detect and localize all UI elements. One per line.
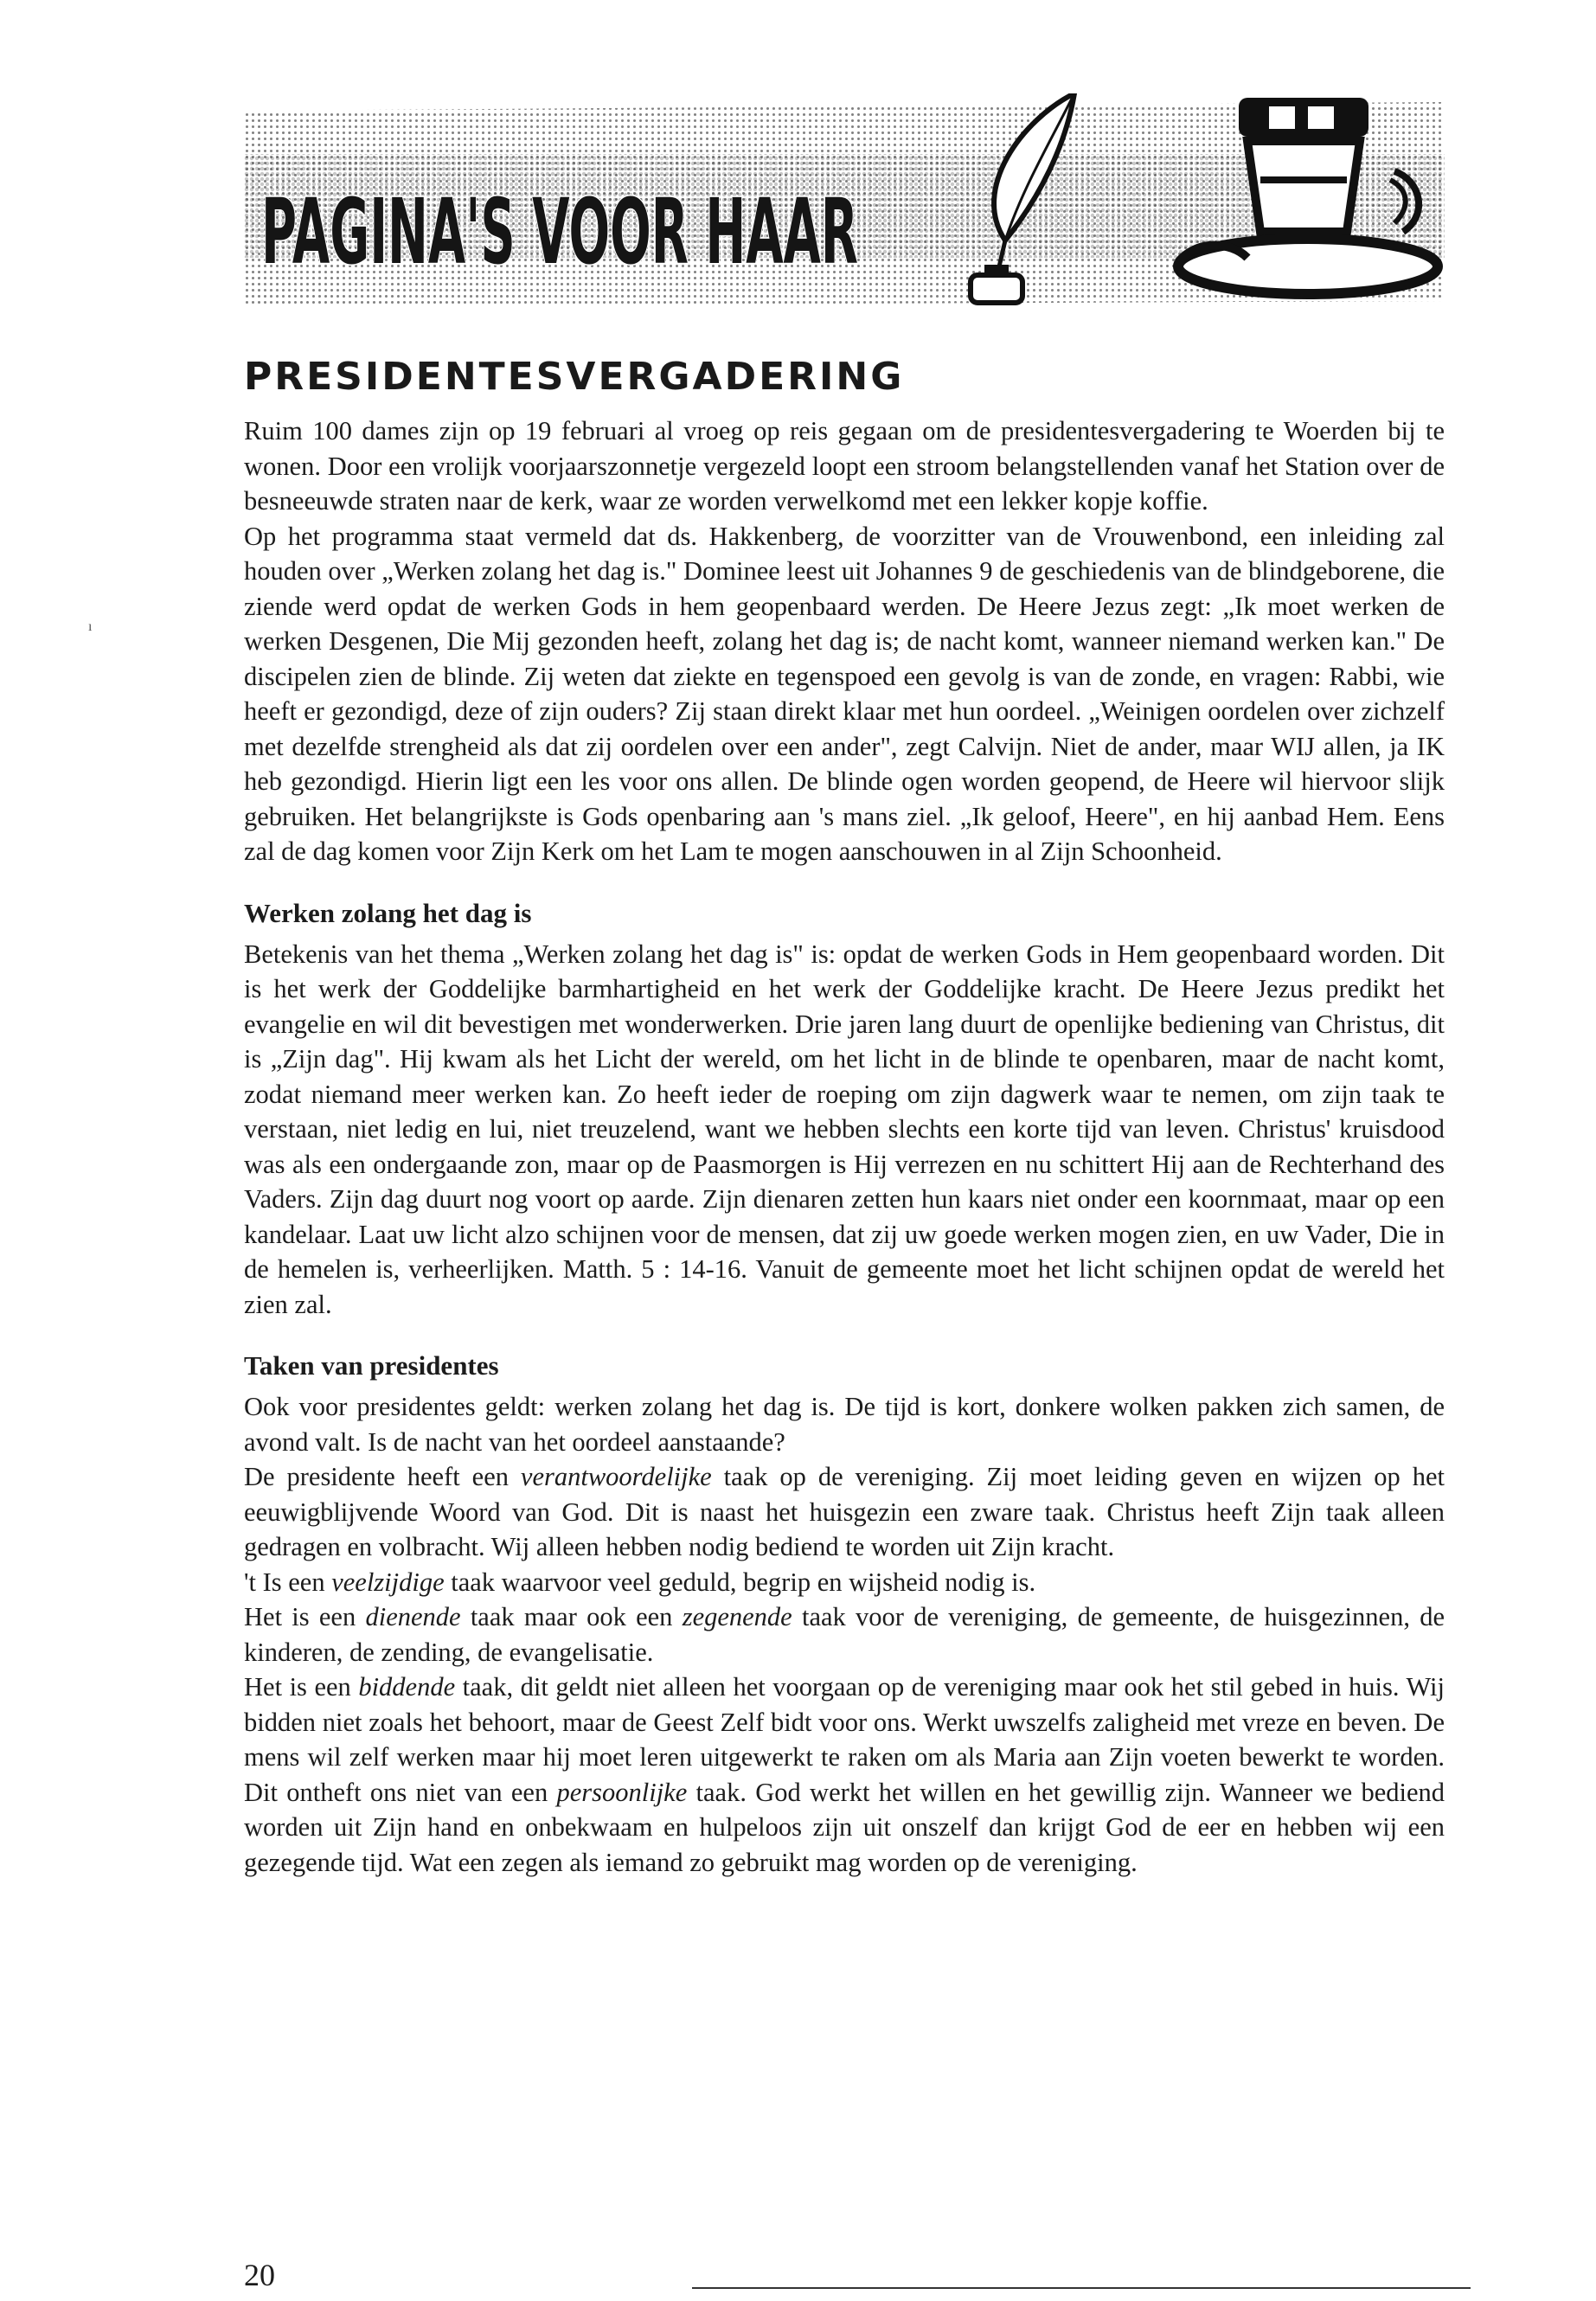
emphasis-verantwoordelijke: verantwoordelijke	[520, 1462, 712, 1492]
header-banner	[244, 93, 1445, 311]
taken-paragraph-2: De presidente heeft een verantwoordelijke taak op de vereniging. Zij moet leiding geven en wijzen op het eeuwigblijvende Woord van God. Dit is naast het huisgezin een zware taak. Christus heeft Zijn taak alleen gedragen en volbracht. Wij alleen hebben nodig bediend te worden uit Zijn kracht.	[244, 1462, 1445, 1562]
emphasis-zegenende: zegenende	[682, 1602, 792, 1632]
margin-mark: ı	[88, 619, 93, 634]
section-heading-taken: Taken van presidentes	[244, 1350, 499, 1381]
taken-paragraph-1: Ook voor presidentes geldt: werken zolang het dag is. De tijd is kort, donkere wolken pakken zich samen, de avond valt. Is de nacht van het oordeel aanstaande?	[244, 1392, 1445, 1457]
bottom-rule	[692, 2287, 1471, 2289]
banner-art	[244, 93, 1445, 311]
taken-paragraph-5: Het is een biddende taak, dit geldt niet alleen het voorgaan op de vereniging maar ook het stil gebed in huis. Wij bidden niet zoals het behoort, maar de Geest Zelf bidt voor ons. Werkt uwszelfs zaligheid met vreze en beven. De mens wil zelf werken maar hij moet leren uitgewerkt te raken om als Maria aan Zijn voeten bewerkt te worden. Dit ontheft ons niet van een persoonlijke taak. God werkt het willen en het gewillig zijn. Wanneer we bediend worden uit Zijn hand en onbekwaam en hulpeloos zijn uit onszelf dan krijgt God de eer en hebben wij een gezegende tijd. Wat een zegen als iemand zo gebruikt mag worden op de vereniging.	[244, 1672, 1445, 1877]
banner-title: PAGINA'S VOOR HAAR	[261, 179, 858, 285]
emphasis-dienende: dienende	[365, 1602, 461, 1632]
article	[244, 356, 1445, 1880]
emphasis-biddende: biddende	[358, 1672, 456, 1702]
taken-paragraph-4: Het is een dienende taak maar ook een zegenende taak voor de vereniging, de gemeente, de huisgezinnen, de kinderen, de zending, de evangelisatie.	[244, 1602, 1445, 1667]
emphasis-veelzijdige: veelzijdige	[331, 1567, 445, 1597]
taken-paragraph-3: 't Is een veelzijdige taak waarvoor veel geduld, begrip en wijsheid nodig is.	[244, 1567, 1036, 1597]
intro-paragraph-1: Ruim 100 dames zijn op 19 februari al vroeg op reis gegaan om de presidentesvergadering te Woerden bij te wonen. Door een vrolijk voorjaarszonnetje vergezeld loopt een stroom belangstellenden vanaf het Station over de besneeuwde straten naar de kerk, waar ze worden verwelkomd met een lekker kopje koffie.	[244, 416, 1445, 516]
emphasis-persoonlijke: persoonlijke	[556, 1777, 688, 1807]
section-paragraph-werken: Betekenis van het thema „Werken zolang het dag is" is: opdat de werken Gods in Hem geopenbaard worden. Dit is het werk der Goddelijke barmhartigheid en het werk der Goddelijke kracht. De Heere Jezus predikt het evangelie en wil dit bevestigen met wonderwerken. Drie jaren lang duurt de openlijke bediening van Christus, dit is „Zijn dag". Hij kwam als het Licht der wereld, om het licht in de blinde te openbaren, maar de nacht komt, zodat niemand meer werken kan. Zo heeft ieder de roeping om zijn dagwerk waar te nemen, om zijn taak te verstaan, niet ledig en lui, niet treuzelend, want we hebben slechts een korte tijd van leven. Christus' kruisdood was als een ondergaande zon, maar op de Paasmorgen is Hij verrezen en nu schittert Hij aan de Rechterhand des Vaders. Zijn dag duurt nog voort op aarde. Zijn dienaren zetten hun kaars niet onder een koornmaat, maar op een kandelaar. Laat uw licht alzo schijnen voor de mensen, dat zij uw goede werken mogen zien, en uw Vader, Die in de hemelen is, verheerlijken. Matth. 5 : 14-16. Vanuit de gemeente moet het licht schijnen opdat de wereld het zien zal.	[244, 939, 1445, 1319]
intro-paragraph-2: Op het programma staat vermeld dat ds. Hakkenberg, de voorzitter van de Vrouwenbond, een inleiding zal houden over „Werken zolang het dag is." Dominee leest uit Johannes 9 de geschiedenis van de blindgeborene, die ziende werd opdat de werken Gods in hem geopenbaard werden. De Heere Jezus zegt: „Ik moet werken de werken Desgenen, Die Mij gezonden heeft, zolang het dag is; de nacht komt, wanneer niemand werken kan." De discipelen zien de blinde. Zij weten dat ziekte en tegenspoed een gevolg is van de zonde, en vragen: Rabbi, wie heeft er gezondigd, deze of zijn ouders? Zij staan direkt klaar met hun oordeel. „Weinigen oordelen over zichzelf met dezelfde strengheid als dat zij oordelen over een ander", zegt Calvijn. Niet de ander, maar WIJ allen, ja IK heb gezondigd. Hierin ligt een les voor ons allen. De blinde ogen worden geopend, de Heere wil hiervoor slijk gebruiken. Het belangrijkste is Gods openbaring aan 's mans ziel. „Ik geloof, Heere", en hij aanbad Hem. Eens zal de dag komen voor Zijn Kerk om het Lam te mogen aanschouwen in al Zijn Schoonheid.	[244, 521, 1445, 867]
article-title: PRESIDENTESVERGADERING	[244, 355, 905, 399]
section-heading-werken: Werken zolang het dag is	[244, 897, 532, 928]
page-number: 20	[244, 2258, 275, 2292]
